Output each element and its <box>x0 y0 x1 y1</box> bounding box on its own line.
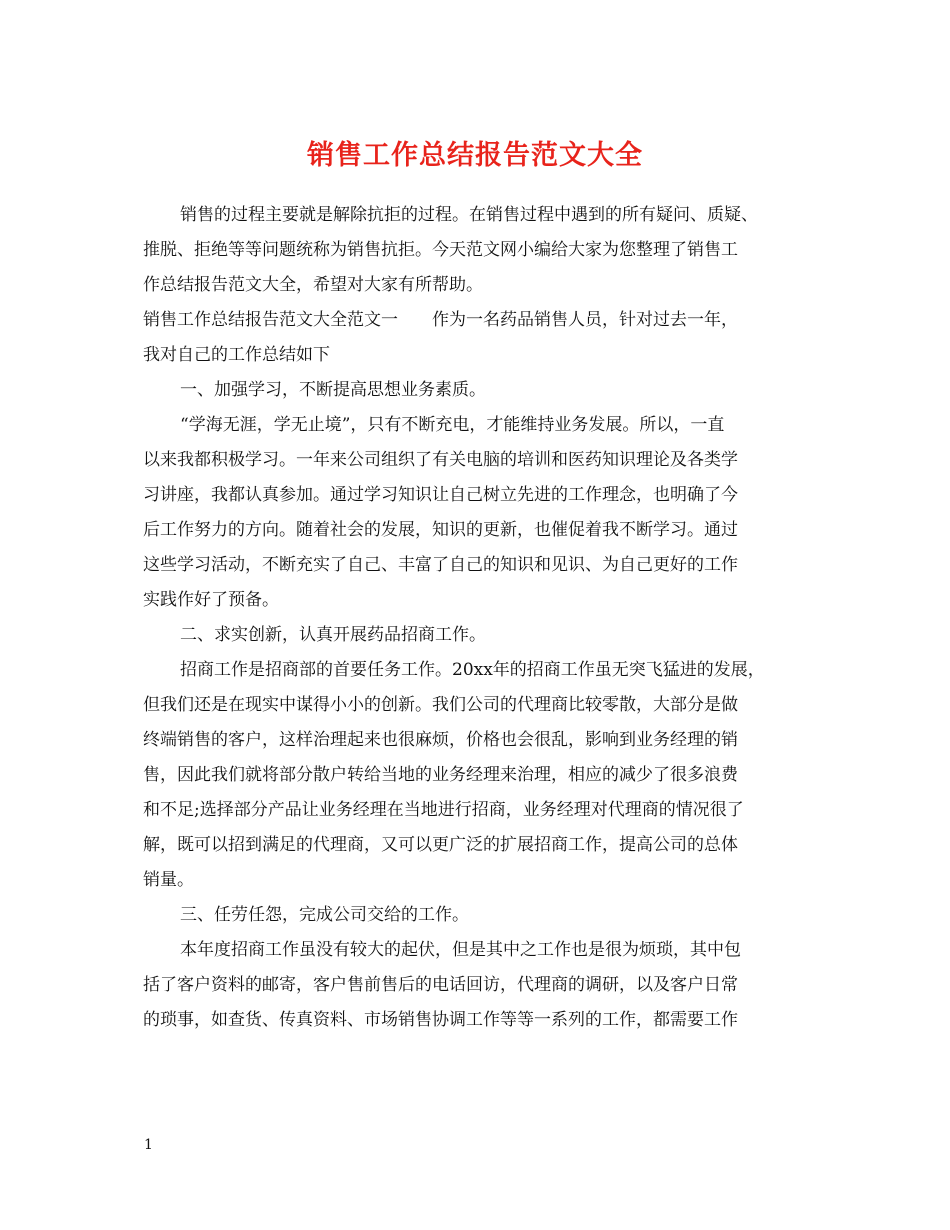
text-line: 解，既可以招到满足的代理商，又可以更广泛的扩展招商工作，提高公司的总体 <box>143 835 738 855</box>
text-line: 售，因此我们就将部分散户转给当地的业务经理来治理，相应的减少了很多浪费 <box>143 765 738 785</box>
text-line: 作总结报告范文大全，希望对大家有所帮助。 <box>143 275 483 295</box>
text-line: 销售工作总结报告范文大全范文一 作为一名药品销售人员，针对过去一年， <box>143 310 738 330</box>
text-line: 实践作好了预备。 <box>143 590 279 610</box>
text-line: 本年度招商工作虽没有较大的起伏，但是其中之工作也是很为烦琐，其中包 <box>180 940 741 960</box>
text-line: 括了客户资料的邮寄，客户售前售后的电话回访，代理商的调研，以及客户日常 <box>143 975 738 995</box>
text-line: 后工作努力的方向。随着社会的发展，知识的更新，也催促着我不断学习。通过 <box>143 520 738 540</box>
text-line: 的琐事，如查货、传真资料、市场销售协调工作等等一系列的工作，都需要工作 <box>143 1010 738 1030</box>
text-line: 但我们还是在现实中谋得小小的创新。我们公司的代理商比较零散，大部分是做 <box>143 695 738 715</box>
text-line: 这些学习活动，不断充实了自己、丰富了自己的知识和见识、为自己更好的工作 <box>143 555 738 575</box>
text-line: “学海无涯，学无止境”，只有不断充电，才能维持业务发展。所以，一直 <box>180 415 725 435</box>
section-heading: 二、求实创新，认真开展药品招商工作。 <box>180 625 486 645</box>
text-line: 招商工作是招商部的首要任务工作。20xx年的招商工作虽无突飞猛进的发展， <box>180 660 765 680</box>
section-heading: 三、任劳任怨，完成公司交给的工作。 <box>180 905 469 925</box>
text-line: 推脱、拒绝等等问题统称为销售抗拒。今天范文网小编给大家为您整理了销售工 <box>143 240 738 260</box>
text-line: 我对自己的工作总结如下 <box>143 345 330 365</box>
text-line: 销量。 <box>143 870 194 890</box>
document-title: 销售工作总结报告范文大全 <box>307 140 643 171</box>
section-heading: 一、加强学习，不断提高思想业务素质。 <box>180 380 486 400</box>
text-line: 习讲座，我都认真参加。通过学习知识让自己树立先进的工作理念，也明确了今 <box>143 485 738 505</box>
text-line: 和不足;选择部分产品让业务经理在当地进行招商，业务经理对代理商的情况很了 <box>143 800 744 820</box>
text-line: 以来我都积极学习。一年来公司组织了有关电脑的培训和医药知识理论及各类学 <box>143 450 738 470</box>
text-line: 销售的过程主要就是解除抗拒的过程。在销售过程中遇到的所有疑问、质疑、 <box>180 205 758 225</box>
text-line: 终端销售的客户，这样治理起来也很麻烦，价格也会很乱，影响到业务经理的销 <box>143 730 738 750</box>
page-number: 1 <box>144 1137 153 1153</box>
